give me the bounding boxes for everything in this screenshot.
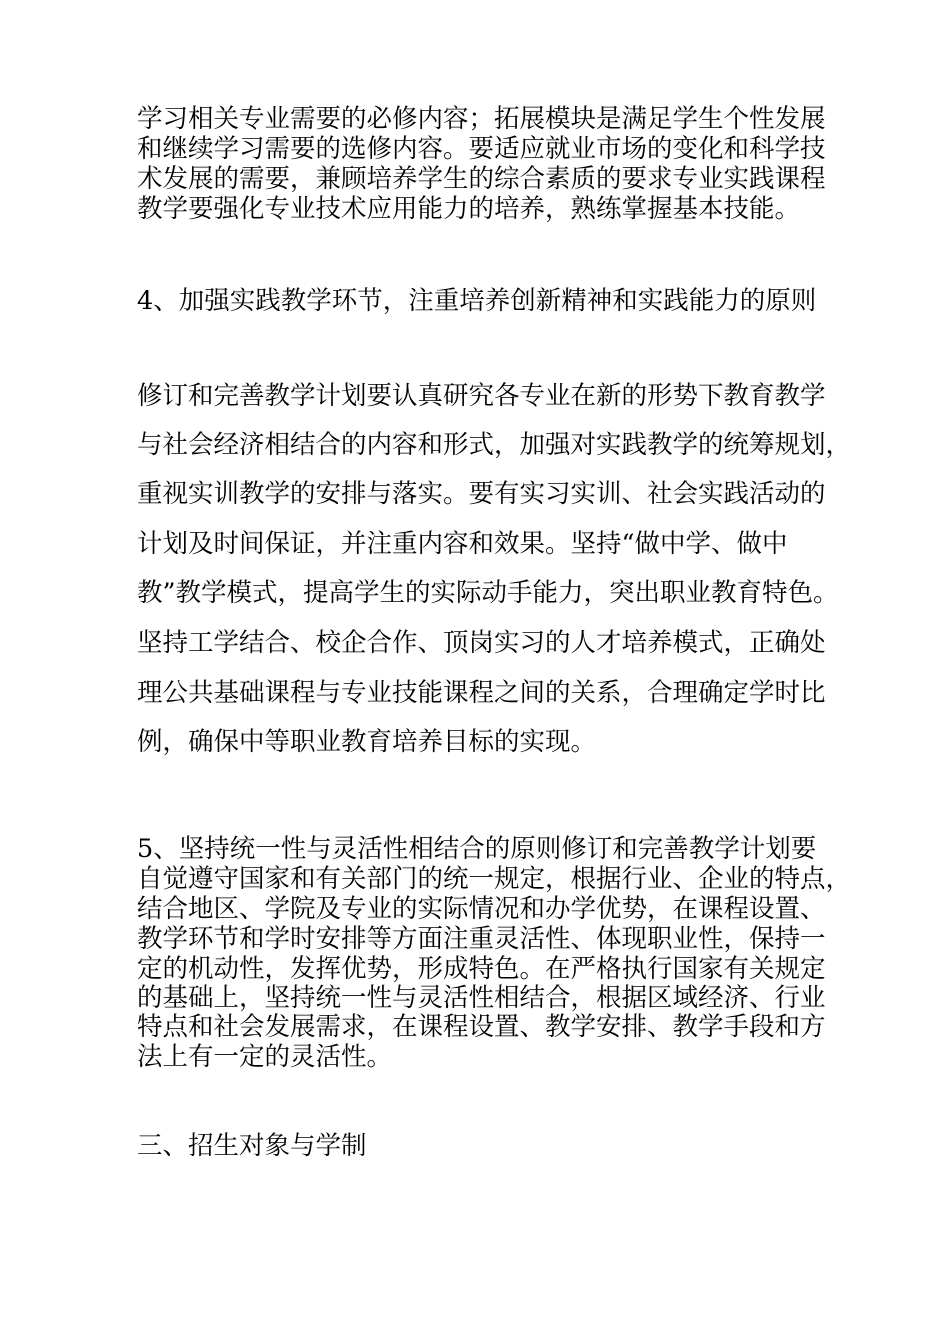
paragraph-line: 教学环节和学时安排等方面注重灵活性、体现职业性，保持一 [137,924,826,954]
paragraph-line: 理公共基础课程与专业技能课程之间的关系，合理确定学时比 [137,678,826,708]
paragraph-line: 的基础上，坚持统一性与灵活性相结合，根据区域经济、行业 [137,983,826,1013]
paragraph-line: 重视实训教学的安排与落实。要有实习实训、社会实践活动的 [137,479,826,509]
paragraph-line: 术发展的需要，兼顾培养学生的综合素质的要求专业实践课程 [137,164,826,194]
paragraph-line: 坚持工学结合、校企合作、顶岗实习的人才培养模式，正确处 [137,628,826,658]
paragraph-line: 学习相关专业需要的必修内容；拓展模块是满足学生个性发展 [137,104,826,134]
paragraph-line: 教学要强化专业技术应用能力的培养，熟练掌握基本技能。 [137,194,801,224]
paragraph-line: 例，确保中等职业教育培养目标的实现。 [137,727,597,757]
paragraph-line: 5、坚持统一性与灵活性相结合的原则修订和完善教学计划要 [137,834,817,864]
paragraph-line: 和继续学习需要的选修内容。要适应就业市场的变化和科学技 [137,134,826,164]
paragraph-line: 自觉遵守国家和有关部门的统一规定，根据行业、企业的特点， [137,864,852,894]
paragraph-line: 与社会经济相结合的内容和形式，加强对实践教学的统筹规划， [137,430,852,460]
paragraph-line: 定的机动性，发挥优势，形成特色。在严格执行国家有关规定 [137,954,826,984]
paragraph-line: 结合地区、学院及专业的实际情况和办学优势，在课程设置、 [137,894,826,924]
section-heading: 三、招生对象与学制 [137,1131,367,1161]
section-heading: 4、加强实践教学环节，注重培养创新精神和实践能力的原则 [137,286,817,316]
paragraph-line: 教”教学模式，提高学生的实际动手能力，突出职业教育特色。 [137,578,839,608]
paragraph-line: 特点和社会发展需求，在课程设置、教学安排、教学手段和方 [137,1012,826,1042]
paragraph-line: 修订和完善教学计划要认真研究各专业在新的形势下教育教学 [137,381,826,411]
paragraph-line: 计划及时间保证，并注重内容和效果。坚持“做中学、做中 [137,529,788,559]
paragraph-line: 法上有一定的灵活性。 [137,1042,393,1072]
